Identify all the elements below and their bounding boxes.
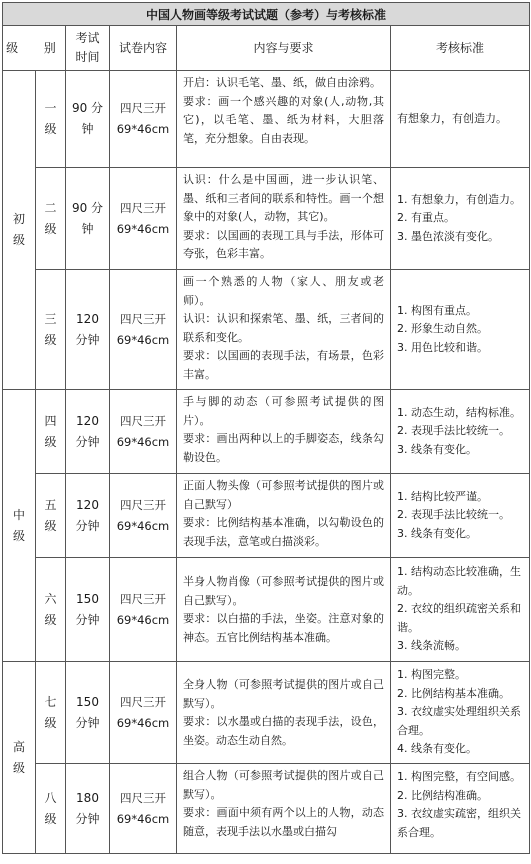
standard-item: 2. 衣纹的组织疏密关系和谐。 bbox=[397, 602, 521, 634]
content-paragraph: 要求：画一个感兴趣的对象(人,动物,其它)，以毛笔、墨、纸为材料，大胆落笔，充分想象。自由表现。 bbox=[183, 94, 384, 145]
content-cell bbox=[177, 71, 391, 168]
time-line: 120 bbox=[76, 497, 99, 512]
grade-cell bbox=[36, 474, 66, 558]
paper-cell bbox=[110, 662, 177, 764]
content-paragraph: 半身人物肖像（可参照考试提供的图片或自己默写）。 bbox=[183, 575, 384, 607]
table-row bbox=[3, 71, 530, 168]
level-char: 级 bbox=[12, 760, 25, 775]
level-char: 级 bbox=[12, 528, 25, 543]
standard-item: 2. 形象生动自然。 bbox=[397, 322, 488, 336]
time-cell bbox=[66, 474, 110, 558]
time-line: 钟 bbox=[81, 122, 94, 136]
grade-char: 级 bbox=[44, 122, 57, 136]
table-row bbox=[3, 168, 530, 270]
paper-line: 69*46cm bbox=[116, 811, 170, 826]
standard-item: 1. 结构动态比较准确，生动。 bbox=[397, 565, 521, 597]
standard-item: 2. 比例结构准确。 bbox=[397, 788, 488, 802]
header-time bbox=[66, 26, 110, 71]
content-cell bbox=[177, 270, 391, 390]
grade-cell bbox=[36, 390, 66, 474]
content-paragraph: 要求：以水墨或白描的表现手法，设色，坐姿。动态生动自然。 bbox=[183, 715, 384, 747]
time-cell bbox=[66, 390, 110, 474]
time-cell bbox=[66, 168, 110, 270]
standard-item: 3. 用色比较和谐。 bbox=[397, 340, 488, 354]
content-cell bbox=[177, 390, 391, 474]
level-char: 高 bbox=[12, 739, 25, 754]
grade-char: 级 bbox=[44, 811, 57, 826]
paper-line: 四尺三开 bbox=[120, 101, 166, 115]
level-cell-elementary bbox=[3, 71, 36, 390]
standard-item: 1. 构图完整，有空间感。 bbox=[397, 770, 521, 783]
paper-cell bbox=[110, 474, 177, 558]
standard-cell bbox=[391, 270, 530, 390]
time-line: 90 分 bbox=[71, 101, 104, 115]
content-paragraph: 手与脚的动态（可参照考试提供的图片）。 bbox=[183, 395, 384, 427]
paper-line: 四尺三开 bbox=[120, 200, 166, 215]
grade-char: 级 bbox=[44, 221, 57, 236]
standard-item: 2. 表现手法比较统一。 bbox=[397, 508, 510, 522]
header-content: 内容与要求 bbox=[177, 26, 391, 71]
paper-line: 69*46cm bbox=[116, 332, 170, 347]
paper-cell bbox=[110, 558, 177, 662]
table-row bbox=[3, 662, 530, 764]
content-paragraph: 认识：什么是中国画，进一步认识笔、墨、纸和三者间的联系和特性。画一个想象中的对象(人，动物，其它)。 bbox=[183, 173, 384, 223]
time-line: 分钟 bbox=[75, 332, 100, 347]
paper-line: 69*46cm bbox=[116, 122, 170, 136]
content-paragraph: 要求：比例结构基本准确，以勾勒设色的表现手法，意笔或白描淡彩。 bbox=[183, 516, 384, 548]
grade-cell bbox=[36, 662, 66, 764]
header-time-line: 考试 bbox=[75, 31, 100, 45]
time-cell bbox=[66, 71, 110, 168]
content-paragraph: 开启：认识毛笔、墨、纸，做自由涂鸦。 bbox=[183, 76, 381, 89]
paper-line: 69*46cm bbox=[116, 221, 170, 236]
grade-cell bbox=[36, 71, 66, 168]
paper-cell bbox=[110, 168, 177, 270]
content-paragraph: 要求：画面中须有两个以上的人物，动态随意，表现手法以水墨或白描勾 bbox=[183, 806, 384, 838]
grade-char: 级 bbox=[44, 612, 57, 627]
standard-cell bbox=[391, 474, 530, 558]
time-line: 150 bbox=[76, 694, 99, 709]
paper-line: 四尺三开 bbox=[120, 311, 166, 326]
grade-cell bbox=[36, 764, 66, 854]
content-cell bbox=[177, 168, 391, 270]
content-paragraph: 要求：以国画的表现工具与手法，形体可夸张，色彩丰富。 bbox=[183, 228, 384, 260]
time-cell bbox=[66, 270, 110, 390]
standard-item: 1. 动态生动，结构标准。 bbox=[397, 405, 521, 419]
content-cell bbox=[177, 764, 391, 854]
standard-item: 1. 构图有重点。 bbox=[397, 303, 477, 317]
grade-cell bbox=[36, 168, 66, 270]
paper-line: 69*46cm bbox=[116, 518, 170, 533]
content-paragraph: 全身人物（可参照考试提供的图片或自己默写）。 bbox=[183, 678, 384, 710]
content-paragraph: 组合人物（可参照考试提供的图片或自己默写）。 bbox=[183, 769, 384, 801]
time-line: 分钟 bbox=[75, 811, 100, 826]
standard-item: 3. 线条有变化。 bbox=[397, 442, 477, 456]
standard-item: 3. 衣纹虚实疏密，组织关系合理。 bbox=[397, 807, 521, 839]
grade-cell bbox=[36, 270, 66, 390]
paper-line: 四尺三开 bbox=[120, 790, 166, 805]
header-time-line: 时间 bbox=[75, 50, 100, 64]
standard-item: 3. 墨色浓淡有变化。 bbox=[397, 229, 499, 243]
standard-item: 1. 构图完整。 bbox=[397, 668, 466, 682]
content-paragraph: 要求：以白描的手法，坐姿。注意对象的神态。五官比例结构基本准确。 bbox=[183, 612, 384, 644]
content-cell bbox=[177, 662, 391, 764]
level-char: 中 bbox=[12, 507, 25, 522]
standard-cell bbox=[391, 390, 530, 474]
time-line: 分钟 bbox=[75, 612, 100, 627]
grade-char: 五 bbox=[44, 497, 57, 512]
grade-char: 四 bbox=[44, 413, 57, 428]
paper-cell bbox=[110, 764, 177, 854]
grade-char: 级 bbox=[44, 332, 57, 347]
grade-char: 二 bbox=[44, 200, 57, 215]
time-line: 90 分 bbox=[71, 200, 104, 215]
paper-cell bbox=[110, 270, 177, 390]
time-line: 钟 bbox=[81, 221, 94, 236]
header-standard: 考核标准 bbox=[391, 26, 530, 71]
time-line: 分钟 bbox=[75, 434, 100, 449]
exam-standards-table bbox=[2, 2, 530, 854]
standard-item: 2. 表现手法比较统一。 bbox=[397, 424, 510, 438]
time-line: 150 bbox=[76, 591, 99, 606]
standard-item: 3. 衣纹虚实处理组织关系合理。 bbox=[397, 705, 521, 737]
grade-char: 三 bbox=[44, 311, 57, 326]
level-char: 初 bbox=[12, 212, 25, 226]
time-cell bbox=[66, 662, 110, 764]
standard-cell bbox=[391, 558, 530, 662]
paper-line: 四尺三开 bbox=[120, 591, 166, 606]
level-cell-advanced bbox=[3, 662, 36, 854]
time-line: 120 bbox=[76, 413, 99, 428]
standard-item: 3. 线条流畅。 bbox=[397, 639, 466, 653]
table-row bbox=[3, 474, 530, 558]
paper-cell bbox=[110, 390, 177, 474]
time-line: 180 bbox=[76, 790, 99, 805]
grade-char: 级 bbox=[44, 715, 57, 730]
standard-cell bbox=[391, 71, 530, 168]
grade-char: 八 bbox=[44, 790, 57, 805]
table-row bbox=[3, 558, 530, 662]
paper-line: 四尺三开 bbox=[120, 497, 166, 512]
time-line: 120 bbox=[76, 311, 99, 326]
level-cell-intermediate bbox=[3, 390, 36, 662]
paper-line: 69*46cm bbox=[116, 612, 170, 627]
table-row bbox=[3, 764, 530, 854]
header-level: 级 别 bbox=[3, 26, 66, 71]
standard-item: 1. 有想象力，有创造力。 bbox=[397, 192, 521, 206]
level-char: 级 bbox=[12, 233, 25, 247]
grade-char: 一 bbox=[44, 101, 57, 115]
time-cell bbox=[66, 764, 110, 854]
paper-line: 69*46cm bbox=[116, 715, 170, 730]
time-line: 分钟 bbox=[75, 518, 100, 533]
standard-item: 3. 线条有变化。 bbox=[397, 526, 477, 540]
standard-cell bbox=[391, 168, 530, 270]
standard-cell bbox=[391, 764, 530, 854]
content-paragraph: 画一个熟悉的人物（家人、朋友或老师）。 bbox=[183, 275, 384, 307]
time-line: 分钟 bbox=[75, 715, 100, 730]
grade-char: 级 bbox=[44, 518, 57, 533]
grade-char: 级 bbox=[44, 434, 57, 449]
paper-line: 69*46cm bbox=[116, 434, 170, 449]
table-row bbox=[3, 390, 530, 474]
header-paper: 试卷内容 bbox=[110, 26, 177, 71]
content-paragraph: 正面人物头像（可参照考试提供的图片或自己默写） bbox=[183, 479, 384, 511]
grade-cell bbox=[36, 558, 66, 662]
paper-line: 四尺三开 bbox=[120, 694, 166, 709]
content-cell bbox=[177, 558, 391, 662]
content-paragraph: 要求：画出两种以上的手脚姿态，线条勾勒设色。 bbox=[183, 432, 384, 464]
content-paragraph: 认识：认识和探索笔、墨、纸，三者间的联系和变化。 bbox=[183, 312, 384, 344]
time-cell bbox=[66, 558, 110, 662]
standard-item: 有想象力，有创造力。 bbox=[397, 111, 507, 125]
paper-line: 四尺三开 bbox=[120, 413, 166, 428]
grade-char: 六 bbox=[44, 591, 57, 606]
standard-item: 4. 线条有变化。 bbox=[397, 742, 477, 756]
grade-char: 七 bbox=[44, 694, 57, 709]
standard-item: 2. 比例结构基本准确。 bbox=[397, 686, 510, 700]
standard-item: 1. 结构比较严谨。 bbox=[397, 489, 488, 503]
table-row bbox=[3, 270, 530, 390]
standard-item: 2. 有重点。 bbox=[397, 211, 455, 225]
paper-cell bbox=[110, 71, 177, 168]
standard-cell bbox=[391, 662, 530, 764]
content-paragraph: 要求：以国画的表现手法，有场景，色彩丰富。 bbox=[183, 349, 384, 381]
content-cell bbox=[177, 474, 391, 558]
table-title: 中国人物画等级考试试题（参考）与考核标准 bbox=[3, 3, 530, 26]
